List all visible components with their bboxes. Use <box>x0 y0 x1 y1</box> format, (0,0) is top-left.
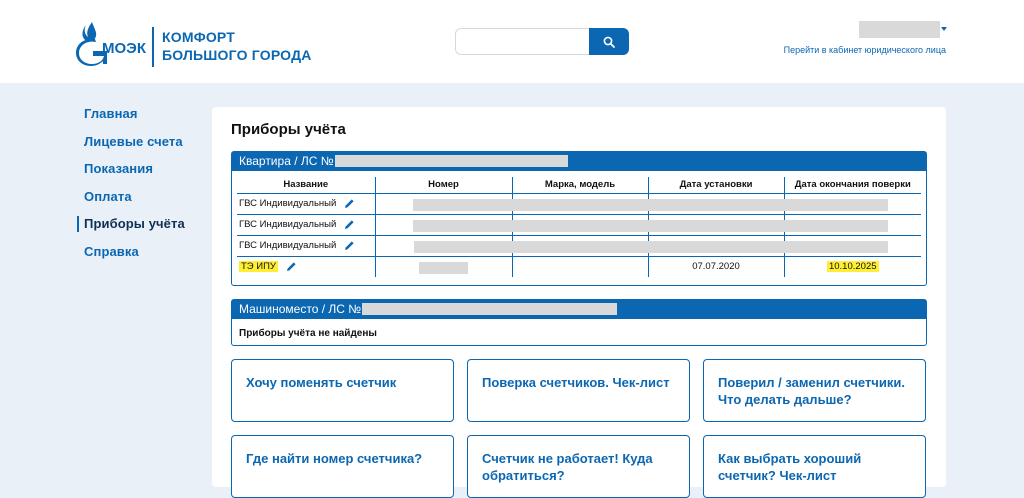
search-button[interactable] <box>589 28 629 55</box>
verification-end-cell <box>784 235 921 256</box>
meter-name-cell <box>237 235 375 256</box>
slogan-line-2: БОЛЬШОГО ГОРОДА <box>162 47 312 63</box>
site-header <box>0 0 1024 83</box>
verification-end-cell <box>784 256 921 277</box>
sidebar-item-readings[interactable]: Показания <box>84 161 154 176</box>
sidebar-item-accounts[interactable]: Лицевые счета <box>84 133 183 149</box>
pencil-icon[interactable] <box>344 198 355 209</box>
meter-name: ГВС Индивидуальный <box>239 219 337 230</box>
meter-name: ГВС Индивидуальный <box>239 240 337 251</box>
table-row <box>237 235 921 256</box>
meter-number-redacted <box>419 262 468 274</box>
meter-name: ГВС Индивидуальный <box>239 198 337 209</box>
meter-model-cell <box>512 235 648 256</box>
account-number-redacted <box>335 155 568 167</box>
meter-model-cell <box>512 193 648 214</box>
tile-meter-not-working[interactable]: Счетчик не работает! Куда обратиться? <box>467 435 690 498</box>
meters-table <box>237 177 921 277</box>
main-content <box>212 107 946 487</box>
tile-verification-checklist[interactable]: Поверка счетчиков. Чек-лист <box>467 359 690 422</box>
meter-model-cell <box>512 214 648 235</box>
sidebar-item-home[interactable]: Главная <box>84 106 138 121</box>
apartment-panel-header <box>232 152 926 171</box>
sidebar-item-help[interactable]: Справка <box>84 243 139 259</box>
search-input[interactable] <box>455 28 589 55</box>
column-header-name: Название <box>237 177 375 193</box>
logo-text: МОЭК <box>102 40 146 57</box>
apartment-meters-panel <box>231 151 927 286</box>
install-date-cell: 07.07.2020 <box>648 256 784 277</box>
account-number-redacted <box>362 303 617 315</box>
slogan <box>162 28 312 64</box>
meter-name-cell <box>237 193 375 214</box>
install-date-cell <box>648 214 784 235</box>
sidebar-item-meters[interactable]: Приборы учёта <box>76 214 206 242</box>
pencil-icon[interactable] <box>344 240 355 251</box>
search-icon <box>603 36 615 48</box>
chevron-down-icon[interactable] <box>941 27 947 31</box>
parking-account-label: Машиноместо / ЛС № <box>239 302 362 316</box>
tile-choose-meter[interactable]: Как выбрать хороший счетчик? Чек-лист <box>703 435 926 498</box>
slogan-line-1: КОМФОРТ <box>162 29 236 45</box>
meter-name: ТЭ ИПУ <box>241 261 276 273</box>
page-title: Приборы учёта <box>231 121 346 138</box>
user-name-redacted[interactable] <box>859 21 940 38</box>
verification-end-cell <box>784 193 921 214</box>
table-row <box>237 256 921 277</box>
tile-find-meter-number[interactable]: Где найти номер счетчика? <box>231 435 454 498</box>
verification-end-date: 10.10.2025 <box>828 261 877 273</box>
column-header-verification-end: Дата окончания поверки <box>784 177 921 193</box>
legal-entity-cabinet-link[interactable]: Перейти в кабинет юридического лица <box>783 45 946 55</box>
parking-panel-header <box>232 300 926 319</box>
meter-name-cell <box>237 256 375 277</box>
sidebar-nav <box>76 104 206 269</box>
meter-name-cell <box>237 214 375 235</box>
install-date-cell <box>648 235 784 256</box>
meter-number-cell <box>375 235 512 256</box>
apartment-account-label: Квартира / ЛС № <box>239 154 334 168</box>
moek-logo[interactable] <box>76 20 146 66</box>
logo-divider <box>152 27 154 67</box>
no-meters-message: Приборы учёта не найдены <box>239 328 377 339</box>
sidebar-item-payment[interactable]: Оплата <box>84 188 132 204</box>
table-header-row <box>237 177 921 193</box>
parking-meters-panel <box>231 299 927 346</box>
verification-end-cell <box>784 214 921 235</box>
meter-number-cell <box>375 214 512 235</box>
meter-number-cell <box>375 256 512 277</box>
column-header-install-date: Дата установки <box>648 177 784 193</box>
pencil-icon[interactable] <box>286 261 297 272</box>
tile-what-next[interactable]: Поверил / заменил счетчики. Что делать дальше? <box>703 359 926 422</box>
table-row <box>237 193 921 214</box>
pencil-icon[interactable] <box>344 219 355 230</box>
meter-number-cell <box>375 193 512 214</box>
tile-replace-meter[interactable]: Хочу поменять счетчик <box>231 359 454 422</box>
column-header-model: Марка, модель <box>512 177 648 193</box>
column-header-number: Номер <box>375 177 512 193</box>
install-date-cell <box>648 193 784 214</box>
table-row <box>237 214 921 235</box>
search-bar <box>455 28 629 55</box>
meter-model-cell <box>512 256 648 277</box>
